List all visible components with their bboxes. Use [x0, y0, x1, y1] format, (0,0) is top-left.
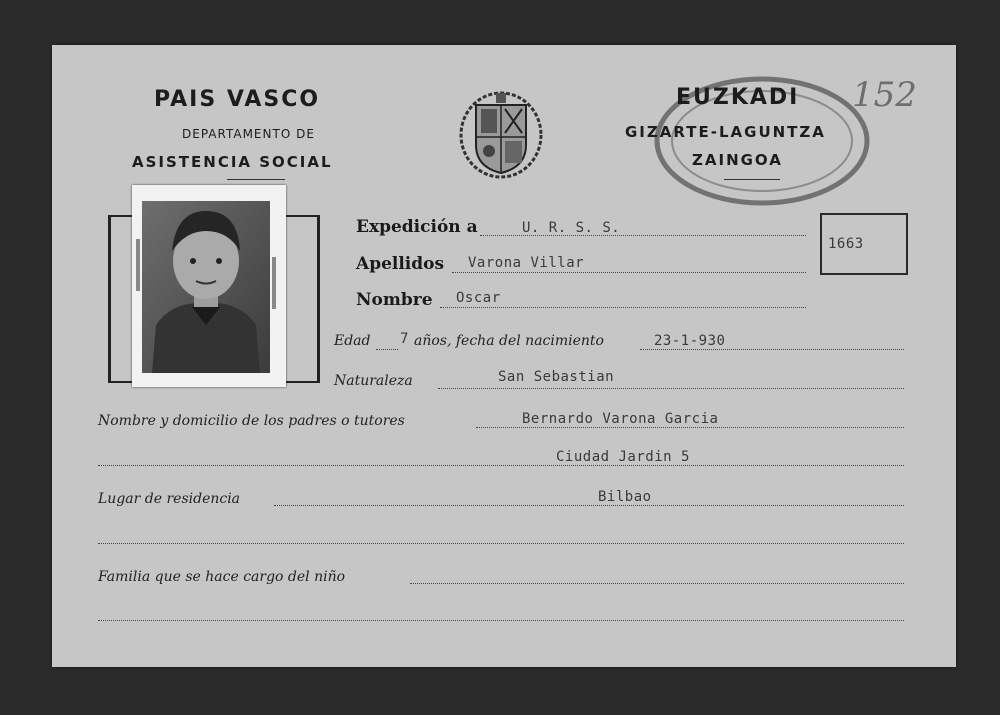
value-edad: 7	[400, 331, 409, 347]
value-apellidos: Varona Villar	[468, 255, 585, 271]
value-expedicion: U. R. S. S.	[522, 220, 621, 236]
header-zaingoa: ZAINGOA	[692, 151, 783, 169]
header-subtitle: DEPARTAMENTO DE	[182, 127, 315, 141]
record-number: 1663	[828, 236, 864, 252]
line-nombre	[440, 307, 806, 308]
photo-mount	[132, 185, 286, 387]
header-title-euzkadi: EUZKADI	[676, 85, 800, 110]
line-residencia	[274, 505, 904, 506]
label-naturaleza: Naturaleza	[334, 373, 413, 389]
label-anos-fecha-nacimiento: años, fecha del nacimiento	[414, 333, 604, 349]
header-department: ASISTENCIA SOCIAL	[132, 153, 333, 171]
value-nombre: Oscar	[456, 290, 501, 306]
line-familia	[410, 583, 904, 584]
header-right-divider	[724, 179, 780, 180]
value-naturaleza: San Sebastian	[498, 369, 615, 385]
line-residencia-2	[98, 543, 904, 544]
value-padres: Bernardo Varona Garcia	[522, 411, 719, 427]
value-fecha-nacimiento: 23-1-930	[654, 333, 726, 349]
label-expedicion: Expedición a	[356, 217, 478, 237]
child-portrait-photo	[132, 185, 286, 387]
line-apellidos	[452, 272, 806, 273]
label-apellidos: Apellidos	[356, 254, 445, 274]
value-residencia: Bilbao	[598, 489, 652, 505]
value-padres-domicilio: Ciudad Jardin 5	[556, 449, 690, 465]
label-edad: Edad	[334, 333, 371, 349]
line-naturaleza	[438, 388, 904, 389]
handwritten-number: 152	[852, 75, 917, 115]
registration-card	[52, 45, 956, 667]
line-familia-2	[98, 620, 904, 621]
label-nombre: Nombre	[356, 290, 433, 310]
line-edad	[376, 349, 398, 350]
header-gizarte-laguntza: GIZARTE-LAGUNTZA	[625, 123, 826, 141]
label-familia: Familia que se hace cargo del niño	[98, 569, 346, 585]
line-fecha-nacimiento	[640, 349, 904, 350]
label-lugar-residencia: Lugar de residencia	[98, 491, 241, 507]
header-divider	[227, 179, 285, 180]
line-padres-2	[98, 465, 904, 466]
coat-of-arms-emblem	[456, 87, 546, 179]
label-padres-tutores: Nombre y domicilio de los padres o tutores	[98, 413, 405, 429]
header-title-pais-vasco: PAIS VASCO	[154, 87, 321, 112]
line-padres	[476, 427, 904, 428]
